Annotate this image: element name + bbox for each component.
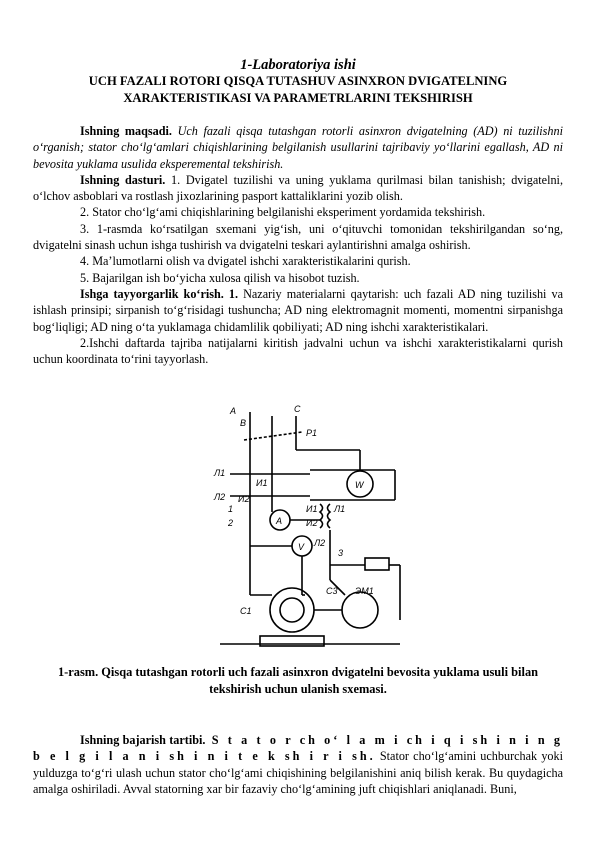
program-item-1 — [33, 172, 563, 205]
purpose-label: Ishning maqsadi. — [80, 124, 172, 138]
procedure-heading: S t a t o r ch o‘ l a m i ch i q i sh i n i n g b e l g i l a n i sh i n i t e k sh i r i sh. — [33, 733, 564, 764]
wattmeter-label: W — [355, 480, 364, 490]
label-h1: И1 — [256, 478, 268, 488]
main-title: UCH FAZALI ROTORI QISQA TUTASHUV ASINXRON DVIGATELNING XARAKTERISTIKASI VA PARAMETRLARINI TEKSHIRISH — [88, 74, 508, 105]
figure-caption: 1-rasm. Qisqa tutashgan rotorli uch fazali asinxron dvigatelni bevosita yuklama usuli bilan tekshirish uchun ulanish sxemasi. — [57, 665, 539, 696]
purpose-text: Uch fazali qisqa tutashgan rotorli asinxron dvigatelning (AD) ni tuzilishni o‘rganish; stator cho‘lg‘amlari chiqishlarining belgilanish usullarini tajribaviy yo‘llarini egallash, AD ni bevosita yuklama usulida eksperemental tekshirish. — [33, 124, 563, 171]
purpose-paragraph — [33, 123, 563, 172]
label-n3: 3 — [338, 548, 344, 558]
procedure-paragraph — [33, 732, 563, 797]
label-p1: P1 — [306, 428, 318, 438]
label-c: C — [294, 404, 301, 414]
program-item-4: 4. Ma’lumotlarni olish va dvigatel ishchi xarakteristikalarini qurish. — [80, 254, 411, 269]
label-l2b: Л2 — [314, 538, 326, 548]
program-item-1-text: 1. Dvigatel tuzilishi va uning yuklama qurilmasi bilan tanishish; dvigatelni, o‘lchov asboblari va rostlash jixozlarining pasport kattaliklarini yozib olish. — [33, 172, 563, 204]
preparation-text-1: Nazariy materialarni qaytarish: uch fazali AD ning tuzilishi va ishlash prinsipi; sirpanish to‘g‘risidagi tushuncha; AD ning elektromagnit momenti, momentni sirpanishga bog‘liqligi; AD ning o‘ta yuklamaga chidamlilik qobiliyati; AD ning ishchi xarakteristikalari. — [33, 286, 563, 334]
label-l2: Л2 — [214, 492, 226, 502]
label-em: ЭМ1 — [355, 586, 374, 596]
label-a: A — [230, 406, 237, 416]
label-m2: И2 — [306, 518, 318, 528]
procedure-text-block — [33, 732, 563, 797]
procedure-label: Ishning bajarish tartibi. — [80, 733, 206, 747]
label-b: B — [240, 418, 247, 428]
label-n1: 1 — [228, 504, 234, 514]
preparation-label: Ishga tayyorgarlik ko‘rish. 1. — [80, 286, 239, 301]
circuit-diagram — [210, 400, 410, 660]
program-item-2: 2. Stator cho‘lg‘ami chiqishlarining belgilanishi eksperiment yordamida tekshirish. — [80, 205, 486, 220]
program-label: Ishning dasturi. — [80, 172, 166, 187]
voltmeter-label: V — [298, 542, 305, 552]
ammeter-label: A — [276, 516, 283, 526]
program-item-5: 5. Bajarilgan ish bo‘yicha xulosa qilish va hisobot tuzish. — [80, 270, 360, 285]
label-n2: 2 — [228, 518, 234, 528]
intro-text-block — [33, 123, 563, 367]
label-l1: Л1 — [214, 468, 226, 478]
label-c1: С1 — [240, 606, 252, 616]
preparation-paragraph-2: 2.Ishchi daftarda tajriba natijalarni kiritish jadvalni uchun va ishchi xarakteristikalarni qurish uchun koordinata to‘rini tayyorlash. — [33, 335, 563, 367]
label-c3: С3 — [326, 586, 338, 596]
preparation-paragraph — [33, 286, 563, 335]
lab-title: 1-Laboratoriya ishi — [240, 57, 356, 73]
label-h2: И2 — [238, 494, 250, 504]
label-m1: И1 — [306, 504, 318, 514]
procedure-text: Stator cho‘lg‘amini uchburchak yoki yulduzga to‘g‘ri ulash uchun stator cho‘lg‘ami chiqishining belgilanishini aniq bilish kerak. Bu quydagicha amalga oshiriladi. Avval statorning xar bir fazaviy cho‘lg‘amining juft chiqishlari aniqlanadi. Buni, — [33, 749, 563, 796]
label-l1b: Л1 — [334, 504, 346, 514]
program-item-3: 3. 1-rasmda ko‘rsatilgan sxemani yig‘ish, uni o‘qituvchi tomonidan tekshirilgandan so‘ng, dvigatelni sinash uchun ishga tushirish va dvigatelni teskari aylantirishni amalga oshirish. — [33, 221, 563, 253]
